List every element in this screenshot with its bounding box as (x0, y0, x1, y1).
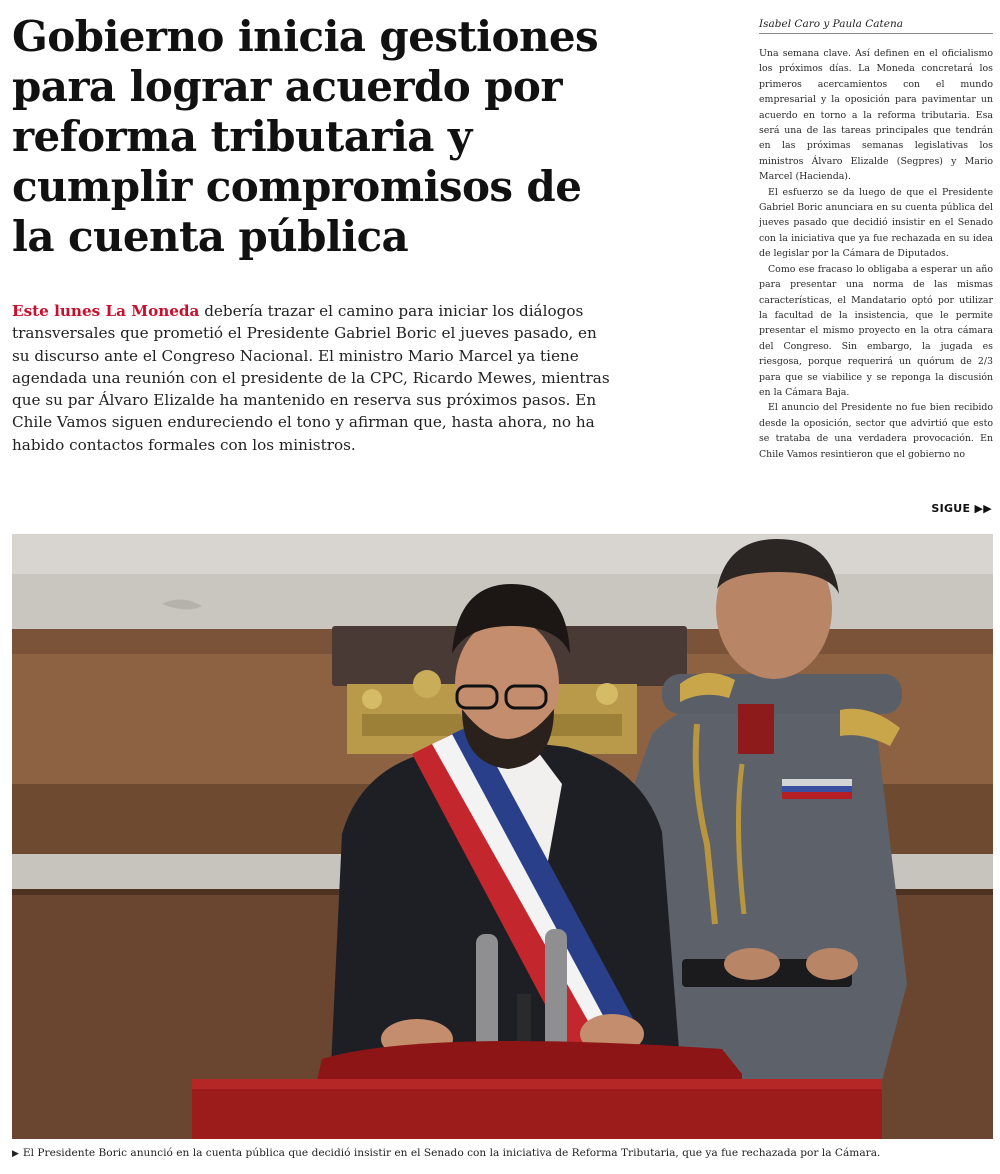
headline: Gobierno inicia gestiones para lograr acuerdo por reforma tributaria y cumplir compromisos de la cuenta pública (12, 12, 599, 261)
news-photo (12, 534, 993, 1139)
lede-body: debería trazar el camino para iniciar los diálogos transversales que prometió el Presidente Gabriel Boric el jueves pasado, en su discurso ante el Congreso Nacional. El ministro Mario Marcel ya tiene agendada una reunión con el presidente de la CPC, Ricardo Mewes, mientras que su par Álvaro Elizalde ha mantenido en reserva sus próximos pasos. En Chile Vamos siguen endureciendo el tono y afirman que, hasta ahora, no ha habido contactos formales con los ministros. (12, 302, 610, 454)
caption-text: El Presidente Boric anunció en la cuenta pública que decidió insistir en el Senado con la iniciativa de Reforma Tributaria, que ya fue rechazada por la Cámara. (22, 1147, 881, 1159)
column-paragraph: El anuncio del Presidente no fue bien recibido desde la oposición, sector que advirtió que esto se trataba de una verdadera provocación. En Chile Vamos resintieron que el gobierno no (759, 402, 993, 460)
photo-caption (12, 1147, 997, 1159)
byline: Isabel Caro y Paula Catena (759, 18, 993, 34)
article-column (759, 46, 993, 484)
column-paragraph: El esfuerzo se da luego de que el Presidente Gabriel Boric anunciara en su cuenta pública del jueves pasado que decidió insistir en el Senado con la iniciativa que ya fue rechazada en su idea de legislar por la Cámara de Diputados. (759, 186, 993, 260)
lede-lead-in: Este lunes La Moneda (12, 302, 200, 320)
column-paragraph: Como ese fracaso lo obligaba a esperar un año para presentar una norma de las mismas características, el Mandatario optó por utilizar la facultad de la insistencia, que le permite presentar el mismo proyecto en la otra cámara del Congreso. Sin embargo, la jugada es riesgosa, porque requerirá un quórum de 2/3 para que se viabilice y se reponga la discusión en la Cámara Baja. (759, 263, 993, 398)
caption-marker-icon: ▶ (12, 1149, 19, 1159)
continue-link[interactable]: SIGUE ▶▶ (931, 502, 992, 515)
lede-paragraph (12, 300, 617, 456)
photo-illustration (12, 534, 993, 1139)
column-paragraph: Una semana clave. Así definen en el oficialismo los próximos días. La Moneda concretará los primeros acercamientos con el mundo empresarial y la oposición para pavimentar un acuerdo en torno a la reforma tributaria. Esa será una de las tareas principales que tendrán en las próximas semanas legislativas los ministros Álvaro Elizalde (Segpres) y Mario Marcel (Hacienda). (759, 48, 993, 183)
